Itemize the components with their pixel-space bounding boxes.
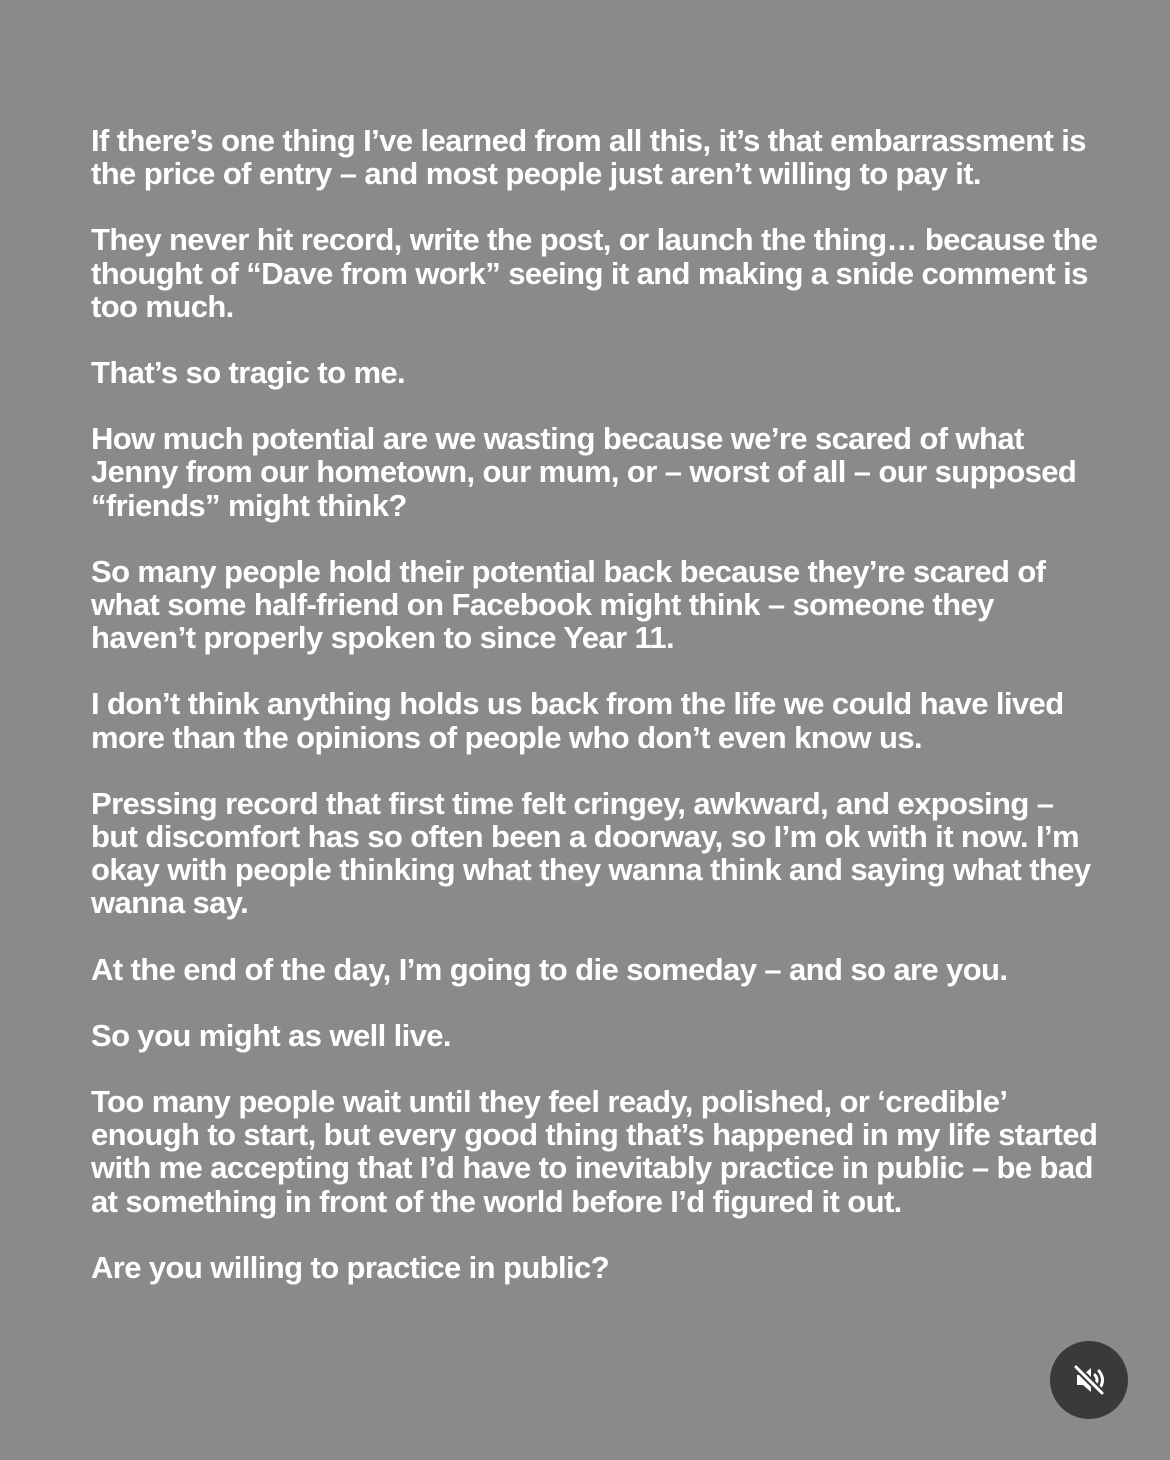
paragraph: So many people hold their potential back because they’re scared of what some half-friend on Facebook might think – someone they haven’t properly spoken to since Year 11. [91, 553, 1046, 656]
paragraph: If there’s one thing I’ve learned from all this, it’s that embarrassment is the price of entry – and most people just aren’t willing to pay it. [91, 123, 1086, 192]
paragraph: So you might as well live. [91, 1017, 451, 1053]
speaker-muted-icon [1069, 1360, 1109, 1400]
paragraph: At the end of the day, I’m going to die someday – and so are you. [91, 951, 1008, 987]
paragraph: How much potential are we wasting because we’re scared of what Jenny from our hometown, our mum, or – worst of all – our supposed “friends” might think? [91, 421, 1077, 523]
paragraph: That’s so tragic to me. [91, 355, 406, 391]
post-text-body [91, 124, 1101, 1317]
unmute-button[interactable] [1050, 1341, 1128, 1419]
paragraph: I don’t think anything holds us back from the life we could have lived more than the opinions of people who don’t even know us. [91, 686, 1064, 755]
paragraph: They never hit record, write the post, or launch the thing… because the thought of “Dave from work” seeing it and making a snide comment is too much. [91, 222, 1098, 324]
paragraph: Pressing record that first time felt cringey, awkward, and exposing – but discomfort has so often been a doorway, so I’m ok with it now. I’m okay with people thinking what they wanna think and saying what they wanna say. [91, 785, 1091, 921]
paragraph: Too many people wait until they feel ready, polished, or ‘credible’ enough to start, but every good thing that’s happened in my life started with me accepting that I’d have to inevitably practice in public – be bad at something in front of the world before I’d figured it out. [91, 1084, 1098, 1219]
paragraph: Are you willing to practice in public? [91, 1249, 610, 1285]
